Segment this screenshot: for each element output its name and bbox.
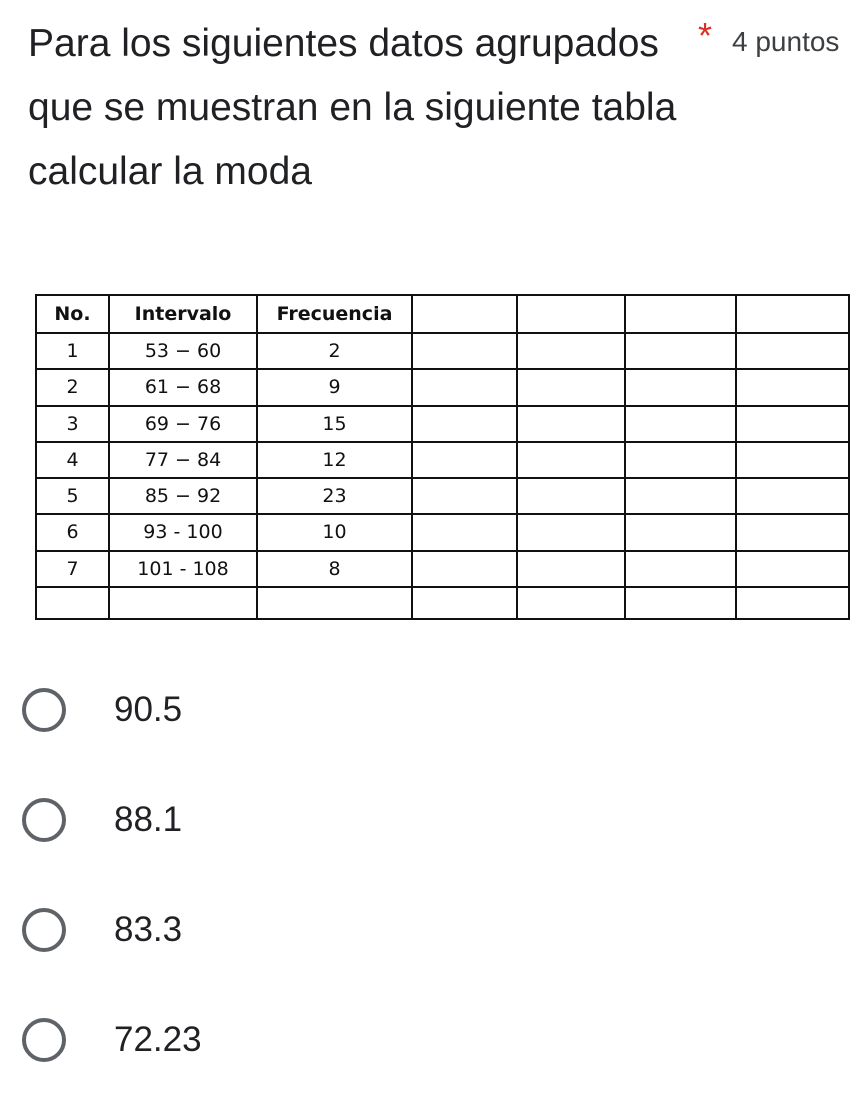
table-header-row: [36, 295, 849, 333]
cell-interval: 61 − 68: [109, 369, 257, 405]
cell-frequency: 8: [257, 551, 412, 587]
table-row: [36, 478, 849, 514]
cell-no: 6: [36, 514, 109, 550]
cell-empty: [412, 551, 517, 587]
cell-empty: [36, 587, 109, 619]
header-empty: [625, 295, 736, 333]
header-empty: [412, 295, 517, 333]
cell-empty: [412, 333, 517, 369]
cell-empty: [412, 587, 517, 619]
table-row: [36, 369, 849, 405]
cell-empty: [625, 551, 736, 587]
table-row: [36, 333, 849, 369]
cell-empty: [412, 514, 517, 550]
cell-no: 4: [36, 442, 109, 478]
table-row: [36, 406, 849, 442]
frequency-table: [35, 294, 850, 620]
cell-empty: [517, 442, 625, 478]
cell-empty: [736, 551, 849, 587]
cell-empty: [736, 514, 849, 550]
cell-empty: [736, 587, 849, 619]
cell-empty: [517, 587, 625, 619]
cell-empty: [625, 514, 736, 550]
cell-frequency: 23: [257, 478, 412, 514]
header-frecuencia: Frecuencia: [257, 295, 412, 333]
cell-empty: [625, 478, 736, 514]
cell-interval: 101 - 108: [109, 551, 257, 587]
option-72-23[interactable]: [22, 1012, 422, 1068]
header-empty: [517, 295, 625, 333]
cell-empty: [736, 369, 849, 405]
cell-empty: [412, 369, 517, 405]
cell-empty: [517, 406, 625, 442]
cell-no: 7: [36, 551, 109, 587]
required-asterisk: *: [698, 15, 713, 56]
cell-empty: [257, 587, 412, 619]
table-row: [36, 514, 849, 550]
radio-button[interactable]: [22, 1018, 66, 1062]
cell-no: 5: [36, 478, 109, 514]
option-label: 83.3: [114, 910, 183, 949]
cell-no: 1: [36, 333, 109, 369]
cell-empty: [412, 478, 517, 514]
cell-empty: [625, 406, 736, 442]
cell-empty: [517, 514, 625, 550]
cell-empty: [517, 551, 625, 587]
cell-empty: [736, 478, 849, 514]
option-label: 88.1: [114, 800, 183, 839]
cell-empty: [625, 369, 736, 405]
cell-interval: 53 − 60: [109, 333, 257, 369]
cell-no: 3: [36, 406, 109, 442]
cell-interval: 93 - 100: [109, 514, 257, 550]
cell-empty: [517, 333, 625, 369]
cell-empty: [517, 369, 625, 405]
cell-frequency: 9: [257, 369, 412, 405]
points-label: 4 puntos: [732, 26, 840, 57]
option-88-1[interactable]: [22, 792, 422, 848]
header-intervalo: Intervalo: [109, 295, 257, 333]
table-row: [36, 442, 849, 478]
table-row-empty: [36, 587, 849, 619]
cell-frequency: 2: [257, 333, 412, 369]
header-no: No.: [36, 295, 109, 333]
cell-empty: [109, 587, 257, 619]
cell-empty: [517, 478, 625, 514]
cell-frequency: 10: [257, 514, 412, 550]
option-label: 72.23: [114, 1020, 202, 1059]
cell-frequency: 12: [257, 442, 412, 478]
cell-interval: 77 − 84: [109, 442, 257, 478]
cell-empty: [625, 333, 736, 369]
question-title: Para los siguientes datos agrupados que se muestran en la siguiente tabla calcular la moda: [28, 22, 677, 193]
option-label: 90.5: [114, 690, 183, 729]
header-empty: [736, 295, 849, 333]
cell-no: 2: [36, 369, 109, 405]
cell-empty: [412, 442, 517, 478]
cell-empty: [625, 587, 736, 619]
cell-interval: 85 − 92: [109, 478, 257, 514]
cell-empty: [412, 406, 517, 442]
cell-empty: [736, 333, 849, 369]
option-83-3[interactable]: [22, 902, 422, 958]
cell-empty: [625, 442, 736, 478]
table-row: [36, 551, 849, 587]
cell-empty: [736, 406, 849, 442]
radio-button[interactable]: [22, 798, 66, 842]
frequency-table-image: [35, 294, 848, 620]
cell-empty: [736, 442, 849, 478]
cell-interval: 69 − 76: [109, 406, 257, 442]
radio-button[interactable]: [22, 908, 66, 952]
cell-frequency: 15: [257, 406, 412, 442]
option-90-5[interactable]: [22, 682, 422, 738]
radio-button[interactable]: [22, 688, 66, 732]
